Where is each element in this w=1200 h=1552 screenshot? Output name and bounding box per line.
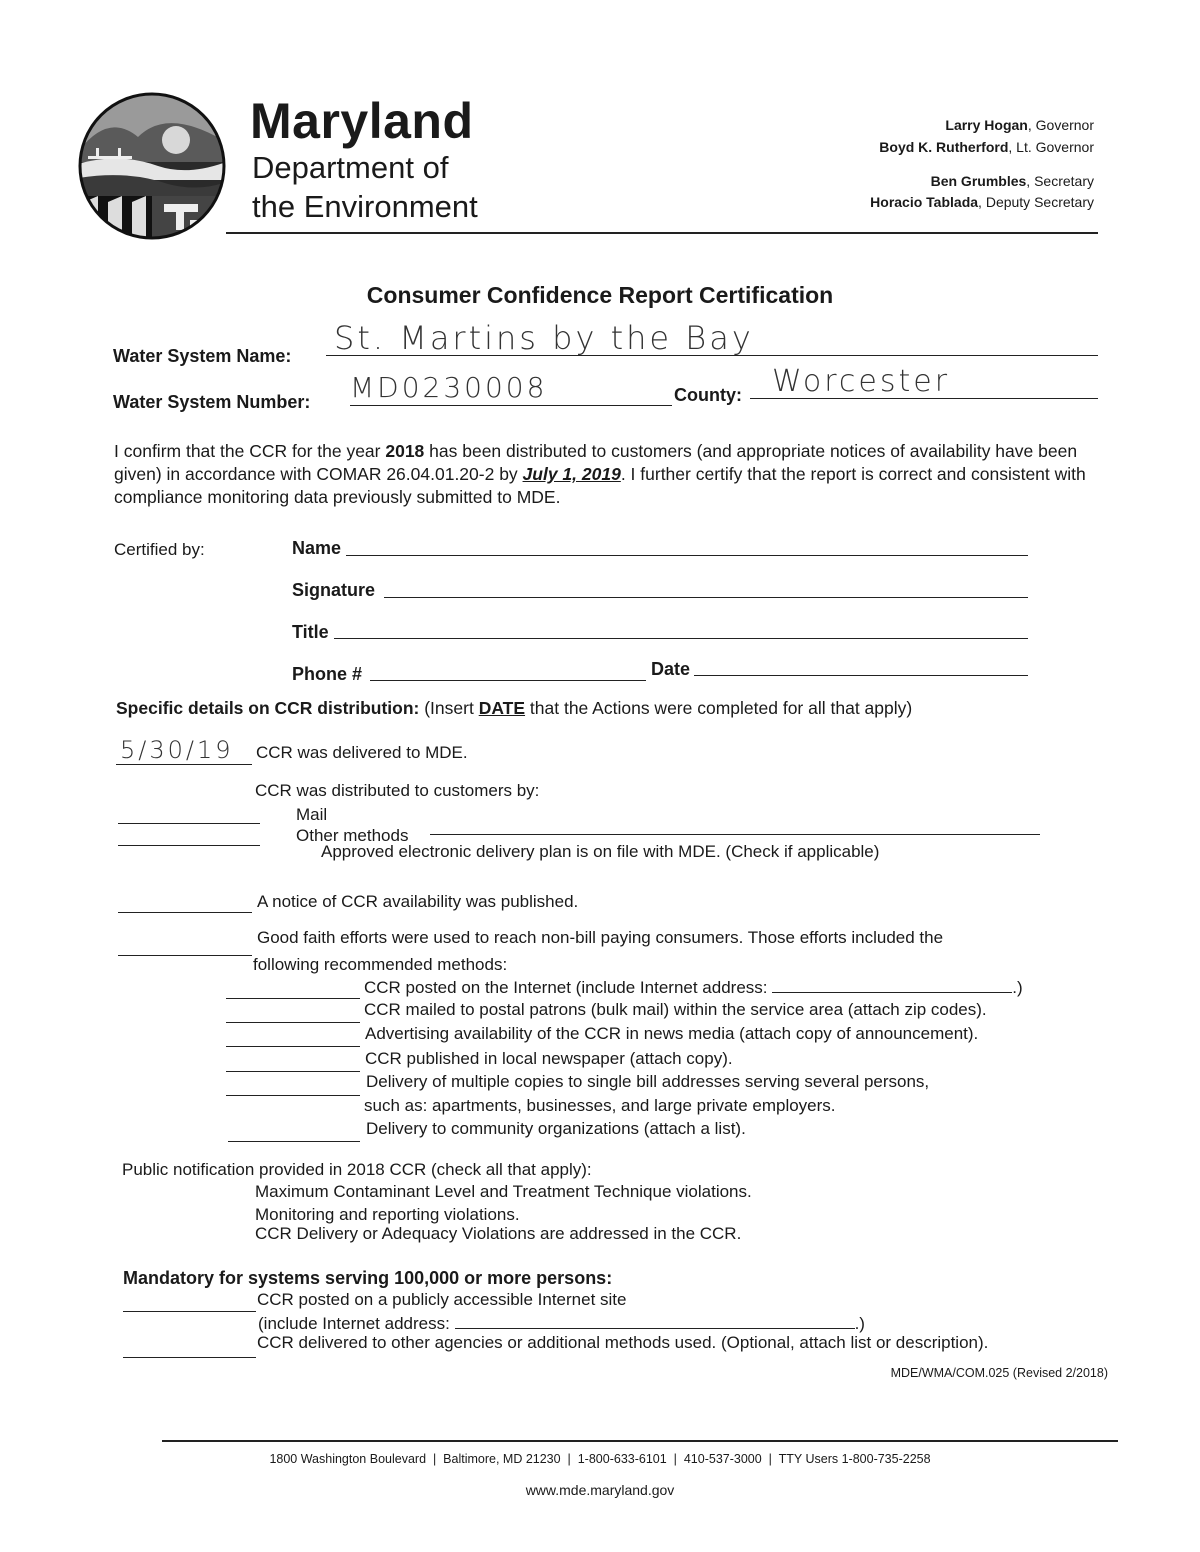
water-system-name-field[interactable] bbox=[326, 319, 1098, 357]
phone-field[interactable] bbox=[370, 680, 646, 681]
header-divider bbox=[226, 232, 1098, 234]
method-community-date-field[interactable] bbox=[228, 1141, 360, 1142]
notice-published: A notice of CCR availability was published. bbox=[257, 892, 579, 911]
method-bulk-mail: CCR mailed to postal patrons (bulk mail) within the service area (attach zip codes). bbox=[364, 1000, 987, 1019]
footer-website[interactable]: www.mde.maryland.gov bbox=[525, 1482, 675, 1498]
pn-item-monitoring-violations: Monitoring and reporting violations. bbox=[255, 1205, 520, 1224]
delivered-to-mde: CCR was delivered to MDE. bbox=[256, 743, 468, 762]
mde-seal-icon bbox=[78, 92, 226, 240]
method-community: Delivery to community organizations (attach a list). bbox=[366, 1119, 746, 1138]
org-name-maryland: Maryland bbox=[250, 93, 474, 149]
mde-delivery-date-field[interactable] bbox=[116, 736, 252, 765]
method-internet-date-field[interactable] bbox=[226, 998, 360, 999]
method-multiple-copies-cont: such as: apartments, businesses, and large private employers. bbox=[364, 1096, 836, 1115]
good-faith-line1: Good faith efforts were used to reach non-bill paying consumers. Those efforts included the bbox=[257, 928, 944, 947]
water-system-number-field[interactable] bbox=[350, 371, 672, 406]
approved-electronic-plan: Approved electronic delivery plan is on file with MDE. (Check if applicable) bbox=[321, 842, 880, 861]
org-name-line2: Department of bbox=[252, 150, 449, 185]
mail-date-field[interactable] bbox=[118, 823, 260, 824]
distributed-by-label: CCR was distributed to customers by: bbox=[255, 781, 540, 800]
certification-statement: I confirm that the CCR for the year 2018 has been distributed to customers (and appropriate notices of availability have been given) in accordance with COMAR 26.04.01.20-2 by July 1, 2019. I further certify that the report is correct and consistent with compliance monitoring data previously submitted to MDE. bbox=[114, 441, 1086, 507]
mandatory-posted: CCR posted on a publicly accessible Internet site bbox=[257, 1290, 627, 1309]
method-mail: Mail bbox=[296, 805, 328, 824]
other-methods-date-field[interactable] bbox=[118, 845, 260, 846]
pn-item-mcl-violations: Maximum Contaminant Level and Treatment Technique violations. bbox=[255, 1182, 752, 1201]
good-faith-date-field[interactable] bbox=[118, 955, 252, 956]
method-other: Other methods bbox=[296, 826, 409, 845]
pn-item-ccr-delivery-violations: CCR Delivery or Adequacy Violations are addressed in the CCR. bbox=[255, 1224, 742, 1243]
form-title: Consumer Confidence Report Certification bbox=[366, 282, 834, 308]
method-bulk-mail-date-field[interactable] bbox=[226, 1022, 360, 1023]
name-field[interactable] bbox=[346, 555, 1028, 556]
official-governor: Larry Hogan, Governor bbox=[945, 117, 1094, 133]
good-faith-line2: following recommended methods: bbox=[253, 955, 508, 974]
footer-divider bbox=[162, 1440, 1118, 1442]
phone-label: Phone # bbox=[292, 664, 363, 684]
method-multiple-copies-date-field[interactable] bbox=[226, 1095, 360, 1096]
distribution-heading: Specific details on CCR distribution: (Insert DATE that the Actions were completed for all that apply) bbox=[116, 698, 913, 718]
date-label: Date bbox=[651, 659, 691, 679]
water-system-name-label: Water System Name: bbox=[113, 346, 292, 366]
method-internet: CCR posted on the Internet (include Internet address: .) bbox=[364, 978, 1023, 997]
title-label: Title bbox=[292, 622, 329, 642]
method-advertising: Advertising availability of the CCR in news media (attach copy of announcement). bbox=[365, 1024, 979, 1043]
mde-delivery-date-value: 5/30/19 bbox=[120, 736, 234, 764]
mandatory-heading: Mandatory for systems serving 100,000 or more persons: bbox=[123, 1268, 613, 1288]
official-deputy-secretary: Horacio Tablada, Deputy Secretary bbox=[870, 194, 1094, 210]
mandatory-other-agencies: CCR delivered to other agencies or additional methods used. (Optional, attach list or description). bbox=[257, 1333, 989, 1352]
official-secretary: Ben Grumbles, Secretary bbox=[930, 173, 1094, 189]
other-methods-field[interactable] bbox=[430, 834, 1040, 835]
method-advertising-date-field[interactable] bbox=[226, 1046, 360, 1047]
method-multiple-copies: Delivery of multiple copies to single bill addresses serving several persons, bbox=[366, 1072, 930, 1091]
signature-label: Signature bbox=[292, 580, 376, 600]
county-label: County: bbox=[674, 385, 742, 405]
footer-contact: 1800 Washington Boulevard | Baltimore, MD 21230 | 1-800-633-6101 | 410-537-3000 | TTY Users 1-800-735-2258 bbox=[269, 1452, 931, 1466]
water-system-number-label: Water System Number: bbox=[113, 392, 311, 412]
water-system-name-value: St. Martins by the Bay bbox=[334, 319, 754, 357]
method-newspaper-date-field[interactable] bbox=[226, 1071, 360, 1072]
method-newspaper: CCR published in local newspaper (attach copy). bbox=[365, 1049, 733, 1068]
water-system-number-value: MD0230008 bbox=[350, 371, 548, 404]
title-field[interactable] bbox=[334, 638, 1028, 639]
official-lt-governor: Boyd K. Rutherford, Lt. Governor bbox=[879, 139, 1094, 155]
mandatory-include-address: (include Internet address: .) bbox=[258, 1314, 865, 1333]
org-name-line3: the Environment bbox=[252, 189, 478, 224]
certified-by-label: Certified by: bbox=[114, 540, 205, 559]
mandatory-posted-date-field[interactable] bbox=[123, 1311, 256, 1312]
mandatory-other-agencies-date-field[interactable] bbox=[123, 1357, 256, 1358]
signature-field[interactable] bbox=[384, 597, 1028, 598]
name-label: Name bbox=[292, 538, 342, 558]
county-value: Worcester bbox=[772, 364, 951, 399]
date-field[interactable] bbox=[694, 675, 1028, 676]
notice-published-date-field[interactable] bbox=[118, 912, 252, 913]
form-id: MDE/WMA/COM.025 (Revised 2/2018) bbox=[890, 1366, 1108, 1380]
mde-logo bbox=[78, 92, 226, 240]
public-notification-heading: Public notification provided in 2018 CCR (check all that apply): bbox=[122, 1160, 592, 1179]
county-field[interactable] bbox=[750, 364, 1098, 399]
